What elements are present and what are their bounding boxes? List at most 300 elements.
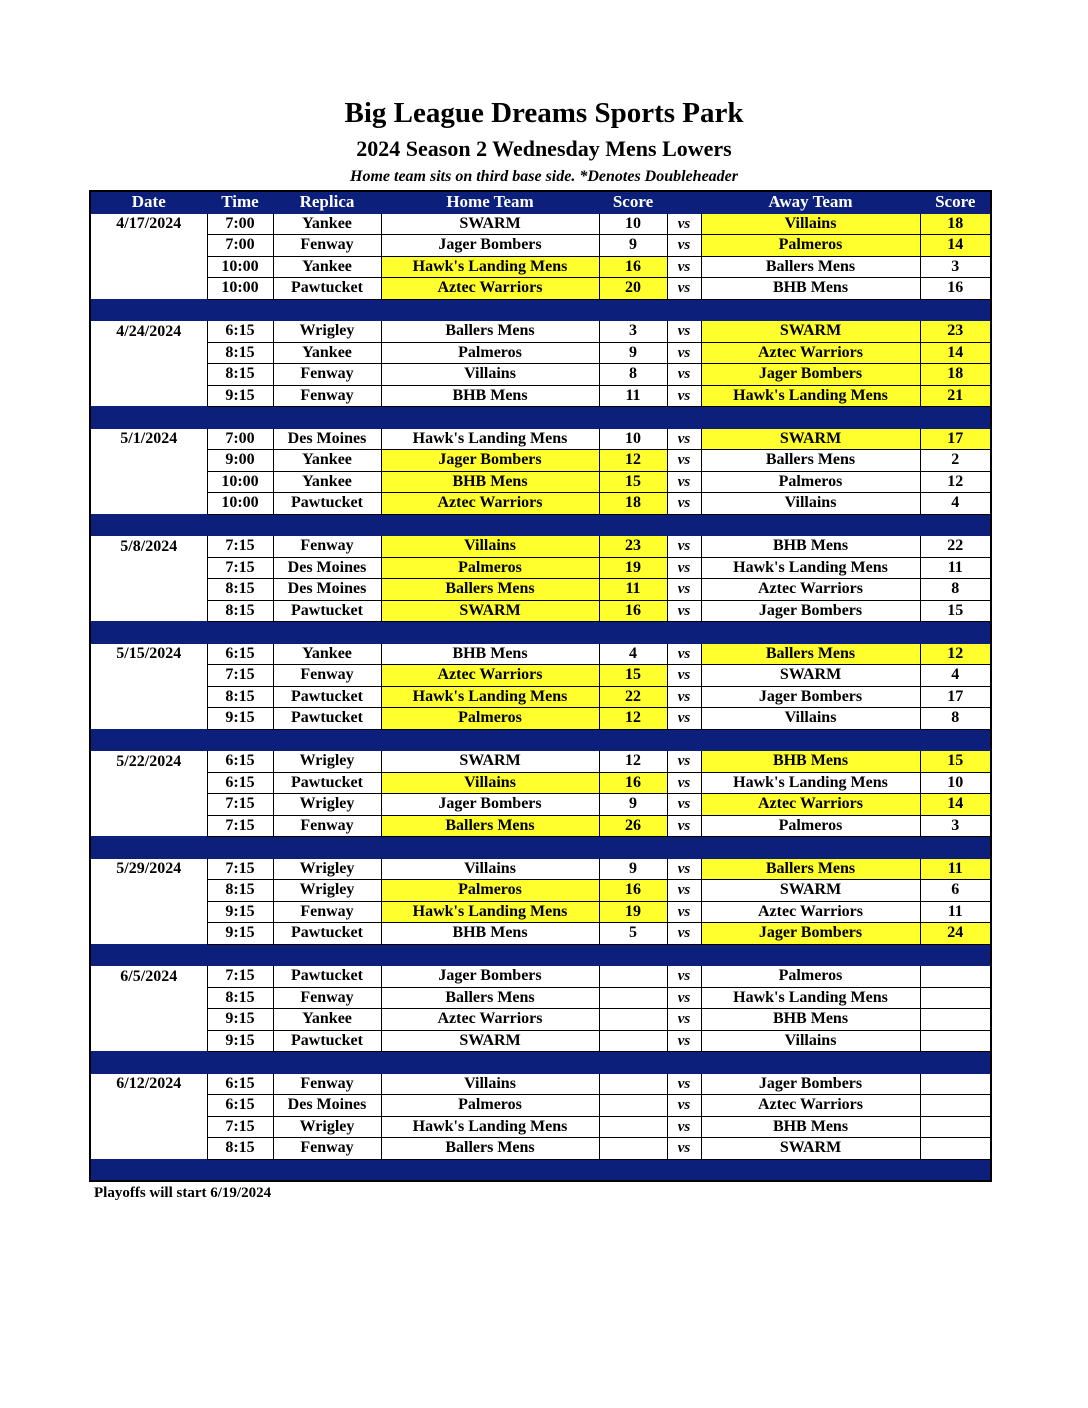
game-date [90,600,207,622]
away-team: Aztec Warriors [701,342,920,364]
game-row [90,987,991,1009]
vs-label: vs [667,493,701,515]
game-time: 8:15 [207,364,273,386]
game-row [90,751,991,773]
away-team: BHB Mens [701,751,920,773]
game-date: 5/1/2024 [90,428,207,450]
separator-cell [90,729,207,751]
separator-cell [701,1052,920,1074]
game-date [90,493,207,515]
game-time: 7:00 [207,235,273,257]
game-row [90,579,991,601]
home-team: Aztec Warriors [381,278,599,300]
game-row [90,708,991,730]
game-date [90,901,207,923]
game-date [90,450,207,472]
home-team: Hawk's Landing Mens [381,1116,599,1138]
home-score: 3 [599,321,667,343]
home-score: 22 [599,686,667,708]
home-score: 10 [599,428,667,450]
game-replica: Wrigley [273,1116,381,1138]
game-replica: Pawtucket [273,493,381,515]
game-replica: Fenway [273,665,381,687]
home-team: Hawk's Landing Mens [381,686,599,708]
away-team: Hawk's Landing Mens [701,772,920,794]
game-row [90,686,991,708]
home-team: Hawk's Landing Mens [381,256,599,278]
vs-label: vs [667,1095,701,1117]
away-score: 14 [920,342,991,364]
away-team: SWARM [701,1138,920,1160]
col-replica: Replica [273,191,381,213]
col-date: Date [90,191,207,213]
game-time: 8:15 [207,880,273,902]
game-time: 8:15 [207,600,273,622]
home-team: Ballers Mens [381,321,599,343]
away-score: 15 [920,751,991,773]
away-team: Ballers Mens [701,643,920,665]
vs-label: vs [667,1073,701,1095]
away-team: Jager Bombers [701,600,920,622]
vs-label: vs [667,1030,701,1052]
separator-cell [599,514,667,536]
home-score: 9 [599,858,667,880]
separator-cell [273,944,381,966]
separator-cell [701,622,920,644]
game-replica: Wrigley [273,794,381,816]
game-replica: Yankee [273,213,381,235]
game-replica: Yankee [273,256,381,278]
vs-label: vs [667,385,701,407]
away-score: 4 [920,665,991,687]
separator-cell [599,622,667,644]
home-team: BHB Mens [381,471,599,493]
game-row [90,536,991,558]
away-score: 18 [920,364,991,386]
game-time: 7:15 [207,1116,273,1138]
game-date [90,686,207,708]
separator-cell [90,299,207,321]
vs-label: vs [667,536,701,558]
game-row [90,235,991,257]
away-team: Villains [701,493,920,515]
vs-label: vs [667,428,701,450]
game-row [90,342,991,364]
game-replica: Pawtucket [273,708,381,730]
game-replica: Yankee [273,1009,381,1031]
away-score: 23 [920,321,991,343]
game-time: 9:15 [207,923,273,945]
game-replica: Yankee [273,643,381,665]
game-row [90,385,991,407]
game-replica: Fenway [273,901,381,923]
home-score: 12 [599,708,667,730]
away-score: 22 [920,536,991,558]
vs-label: vs [667,450,701,472]
separator-cell [381,837,599,859]
separator-cell [701,514,920,536]
home-score: 23 [599,536,667,558]
game-date [90,923,207,945]
away-team: BHB Mens [701,1116,920,1138]
game-replica: Fenway [273,1138,381,1160]
separator-cell [667,622,701,644]
away-score: 12 [920,643,991,665]
game-date: 6/5/2024 [90,966,207,988]
home-team: Jager Bombers [381,966,599,988]
home-team: Aztec Warriors [381,665,599,687]
game-date [90,665,207,687]
separator-cell [920,407,991,429]
game-date [90,385,207,407]
game-replica: Pawtucket [273,600,381,622]
home-team: Ballers Mens [381,1138,599,1160]
away-score [920,987,991,1009]
home-score: 5 [599,923,667,945]
playoffs-note: Playoffs will start 6/19/2024 [94,1185,272,1201]
game-time: 8:15 [207,342,273,364]
away-team: BHB Mens [701,536,920,558]
game-time: 6:15 [207,321,273,343]
game-date [90,815,207,837]
separator-cell [381,729,599,751]
week-separator [90,514,991,536]
game-date [90,364,207,386]
away-team: Ballers Mens [701,858,920,880]
separator-cell [920,837,991,859]
away-score: 3 [920,815,991,837]
home-team: Villains [381,772,599,794]
away-team: SWARM [701,665,920,687]
game-date [90,256,207,278]
game-date [90,471,207,493]
home-score: 19 [599,901,667,923]
game-time: 6:15 [207,643,273,665]
game-replica: Wrigley [273,321,381,343]
game-replica: Fenway [273,385,381,407]
home-score: 10 [599,213,667,235]
away-team: Hawk's Landing Mens [701,557,920,579]
game-row [90,772,991,794]
vs-label: vs [667,600,701,622]
separator-cell [381,407,599,429]
separator-cell [667,299,701,321]
vs-label: vs [667,643,701,665]
game-date [90,1095,207,1117]
separator-cell [207,1159,273,1181]
game-replica: Wrigley [273,880,381,902]
separator-cell [381,514,599,536]
game-replica: Fenway [273,235,381,257]
separator-cell [667,944,701,966]
vs-label: vs [667,321,701,343]
game-row [90,1138,991,1160]
game-row [90,794,991,816]
week-separator [90,622,991,644]
away-team: Villains [701,213,920,235]
separator-cell [273,729,381,751]
week-separator [90,407,991,429]
home-team: Palmeros [381,342,599,364]
game-replica: Pawtucket [273,686,381,708]
home-score [599,1073,667,1095]
game-row [90,428,991,450]
vs-label: vs [667,1138,701,1160]
home-team: SWARM [381,1030,599,1052]
away-score: 4 [920,493,991,515]
game-row [90,1030,991,1052]
game-row [90,278,991,300]
game-date [90,1009,207,1031]
away-team: Palmeros [701,471,920,493]
separator-cell [207,837,273,859]
vs-label: vs [667,557,701,579]
home-score: 16 [599,600,667,622]
game-date [90,1138,207,1160]
separator-cell [920,944,991,966]
separator-cell [701,944,920,966]
game-row [90,1073,991,1095]
col-home-team: Home Team [381,191,599,213]
game-replica: Yankee [273,450,381,472]
separator-cell [667,1159,701,1181]
separator-cell [90,514,207,536]
game-time: 6:15 [207,772,273,794]
game-row [90,665,991,687]
game-time: 7:15 [207,536,273,558]
game-date: 5/15/2024 [90,643,207,665]
game-date [90,794,207,816]
home-score: 16 [599,256,667,278]
schedule-body [90,213,991,1181]
game-replica: Wrigley [273,751,381,773]
away-team: Jager Bombers [701,1073,920,1095]
separator-cell [920,729,991,751]
game-time: 9:15 [207,708,273,730]
separator-cell [701,407,920,429]
home-team: Jager Bombers [381,794,599,816]
away-score: 6 [920,880,991,902]
away-team: SWARM [701,880,920,902]
home-score [599,1095,667,1117]
home-team: BHB Mens [381,385,599,407]
game-date: 5/22/2024 [90,751,207,773]
game-replica: Pawtucket [273,1030,381,1052]
game-row [90,256,991,278]
away-team: Villains [701,708,920,730]
home-score [599,1116,667,1138]
home-team: Villains [381,858,599,880]
home-team: Villains [381,1073,599,1095]
game-time: 7:15 [207,815,273,837]
game-replica: Pawtucket [273,966,381,988]
away-team: Aztec Warriors [701,1095,920,1117]
separator-cell [273,622,381,644]
home-team: Jager Bombers [381,235,599,257]
away-score: 14 [920,794,991,816]
game-date: 5/29/2024 [90,858,207,880]
game-replica: Fenway [273,1073,381,1095]
away-team: SWARM [701,428,920,450]
game-time: 9:15 [207,1030,273,1052]
separator-cell [273,514,381,536]
home-team: Palmeros [381,1095,599,1117]
home-team: SWARM [381,751,599,773]
vs-label: vs [667,213,701,235]
home-team: SWARM [381,600,599,622]
game-time: 7:15 [207,557,273,579]
game-row [90,450,991,472]
separator-cell [920,1159,991,1181]
home-team: Jager Bombers [381,450,599,472]
col-time: Time [207,191,273,213]
game-date [90,557,207,579]
away-team: BHB Mens [701,1009,920,1031]
game-time: 6:15 [207,1095,273,1117]
game-replica: Des Moines [273,428,381,450]
separator-cell [207,514,273,536]
game-row [90,643,991,665]
away-team: Palmeros [701,815,920,837]
game-row [90,1116,991,1138]
separator-cell [599,729,667,751]
page-subtitle: 2024 Season 2 Wednesday Mens Lowers [356,136,732,161]
home-score: 15 [599,471,667,493]
game-time: 9:15 [207,1009,273,1031]
away-team: Aztec Warriors [701,579,920,601]
away-team: Aztec Warriors [701,901,920,923]
away-score: 8 [920,708,991,730]
vs-label: vs [667,256,701,278]
away-score: 17 [920,686,991,708]
vs-label: vs [667,708,701,730]
away-score: 10 [920,772,991,794]
vs-label: vs [667,858,701,880]
game-time: 10:00 [207,471,273,493]
home-team: Villains [381,364,599,386]
separator-cell [599,1159,667,1181]
home-score: 18 [599,493,667,515]
separator-cell [667,407,701,429]
game-time: 8:15 [207,579,273,601]
game-time: 9:15 [207,901,273,923]
separator-cell [920,514,991,536]
separator-cell [90,944,207,966]
home-score: 4 [599,643,667,665]
game-replica: Pawtucket [273,923,381,945]
game-time: 10:00 [207,278,273,300]
game-time: 9:15 [207,385,273,407]
separator-cell [90,1052,207,1074]
game-replica: Pawtucket [273,278,381,300]
home-score: 12 [599,450,667,472]
separator-cell [701,729,920,751]
home-team: Villains [381,536,599,558]
separator-cell [381,1052,599,1074]
game-time: 7:15 [207,665,273,687]
away-score: 11 [920,901,991,923]
home-team: Palmeros [381,557,599,579]
vs-label: vs [667,880,701,902]
game-date: 5/8/2024 [90,536,207,558]
schedule-table [89,190,992,1182]
header-row [90,191,991,213]
vs-label: vs [667,966,701,988]
week-separator [90,299,991,321]
away-team: Palmeros [701,966,920,988]
home-score: 26 [599,815,667,837]
game-time: 8:15 [207,686,273,708]
game-replica: Des Moines [273,557,381,579]
game-time: 8:15 [207,987,273,1009]
game-date [90,342,207,364]
home-score: 19 [599,557,667,579]
home-team: Ballers Mens [381,987,599,1009]
separator-cell [273,1159,381,1181]
away-team: Jager Bombers [701,364,920,386]
home-team: Ballers Mens [381,579,599,601]
away-team: Palmeros [701,235,920,257]
separator-cell [599,299,667,321]
home-score: 9 [599,794,667,816]
game-time: 7:00 [207,213,273,235]
separator-cell [701,299,920,321]
week-separator [90,837,991,859]
vs-label: vs [667,579,701,601]
game-date [90,579,207,601]
vs-label: vs [667,1116,701,1138]
game-date [90,235,207,257]
separator-cell [90,407,207,429]
away-score: 14 [920,235,991,257]
separator-cell [90,1159,207,1181]
game-row [90,364,991,386]
separator-cell [667,729,701,751]
game-date [90,772,207,794]
separator-cell [90,622,207,644]
game-row [90,1095,991,1117]
separator-cell [599,407,667,429]
vs-label: vs [667,1009,701,1031]
separator-cell [207,622,273,644]
game-time: 10:00 [207,493,273,515]
game-date: 4/24/2024 [90,321,207,343]
away-team: BHB Mens [701,278,920,300]
game-time: 6:15 [207,1073,273,1095]
vs-label: vs [667,923,701,945]
game-date [90,880,207,902]
away-score: 8 [920,579,991,601]
vs-label: vs [667,342,701,364]
away-team: Hawk's Landing Mens [701,385,920,407]
away-score: 11 [920,557,991,579]
game-replica: Fenway [273,536,381,558]
away-score [920,1116,991,1138]
home-team: SWARM [381,213,599,235]
separator-cell [667,514,701,536]
game-row [90,1009,991,1031]
game-row [90,493,991,515]
week-separator [90,1159,991,1181]
separator-cell [273,407,381,429]
home-team: Palmeros [381,708,599,730]
game-time: 10:00 [207,256,273,278]
away-score [920,1030,991,1052]
vs-label: vs [667,665,701,687]
game-replica: Pawtucket [273,772,381,794]
home-score: 16 [599,772,667,794]
away-team: Hawk's Landing Mens [701,987,920,1009]
